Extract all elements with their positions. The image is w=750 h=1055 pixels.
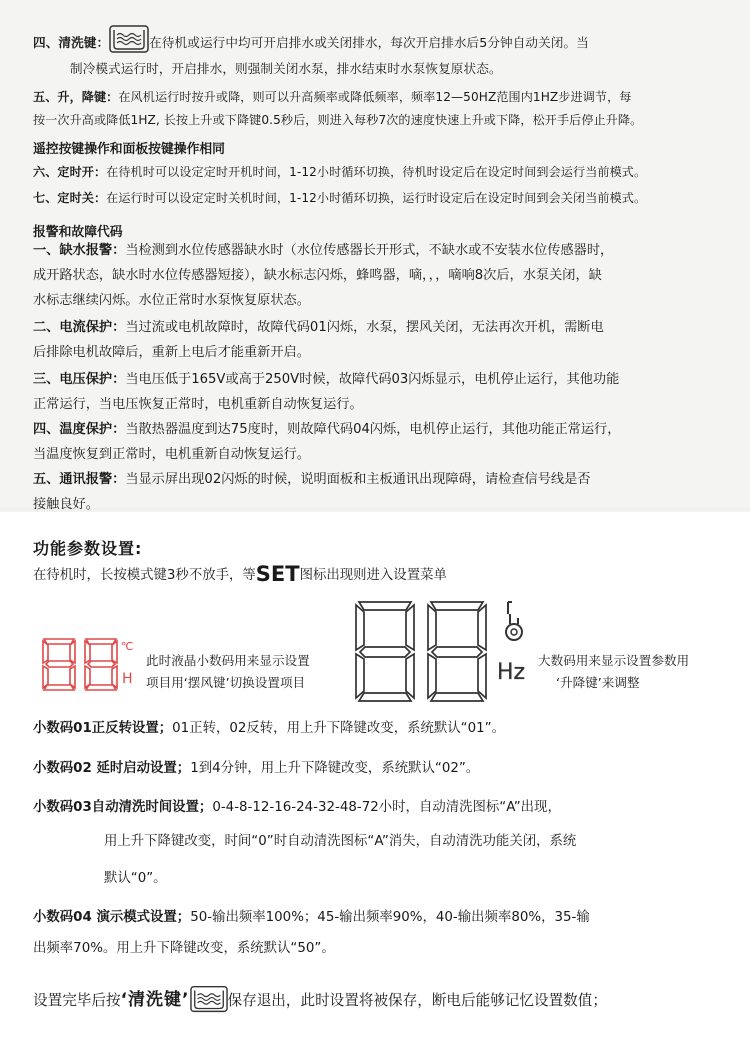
manual-page-bottom	[0, 512, 750, 1055]
big-display-note2: ‘升降键’来调整	[556, 675, 640, 690]
big-unit-hz: Hz	[497, 660, 526, 685]
small-display-note1: 此时液晶小数码用来显示设置	[146, 653, 310, 668]
wash-key-icon	[190, 984, 228, 1018]
alarm-water-line3: 水标志继续闪烁。水位正常时水泵恢复原状态。	[33, 293, 310, 308]
small-digit-1	[43, 639, 75, 690]
small-unit-celsius: ℃	[121, 640, 134, 653]
settings-intro: 在待机时，长按模式键3秒不放手，等SET图标出现则进入设置菜单	[33, 562, 447, 586]
alarm-temp-line1: 四、温度保护：当散热器温度到达75度时，则故障代码04闪烁，电机停止运行，其他功能正常运行，	[33, 422, 621, 437]
wash-key-label: ‘清洗键’	[120, 990, 190, 1010]
big-digit-display	[353, 599, 493, 705]
timer-off-line: 七、定时关：在运行时可以设定定时关机时间，1-12小时循环切换，运行时设定后在设定时间到会关闭当前模式。	[33, 191, 647, 205]
alarm-heading: 报警和故障代码	[33, 225, 123, 240]
param-04-line1: 小数码04 演示模式设置；50-输出频率100%；45-输出频率90%，40-输出频率80%，35-输	[33, 910, 590, 925]
big-digit-1	[356, 602, 414, 701]
settings-exit-line: 设置完毕后按‘清洗键’ 保存退出，此时设置将被保存，断电后能够记忆设置数值；	[33, 984, 607, 1018]
param-03-line1: 小数码03自动清洗时间设置；0-4-8-12-16-24-32-48-72小时，自动清洗图标“A”出现，	[33, 800, 561, 815]
alarm-temp-line2: 当温度恢复到正常时，电机重新自动恢复运行。	[33, 447, 310, 462]
small-unit-h: H	[122, 671, 133, 687]
key-wash-line2: 制冷模式运行时，开启排水，则强制关闭水泵，排水结束时水泵恢复原状态。	[70, 61, 502, 76]
alarm-current-line1: 二、电流保护：当过流或电机故障时，故障代码01闪烁，水泵，摆风关闭，无法再次开机，需断电	[33, 320, 604, 335]
param-03-line2: 用上升下降键改变，时间“0”时自动清洗图标“A”消失，自动清洗功能关闭，系统	[104, 834, 577, 849]
set-label: SET	[255, 562, 300, 586]
alarm-voltage-line1: 三、电压保护：当电压低于165V或高于250V时候，故障代码03闪烁显示，电机停止运行，其他功能	[33, 372, 620, 387]
param-04-line2: 出频率70%。用上升下降键改变，系统默认“50”。	[33, 941, 335, 956]
settings-title: 功能参数设置:	[33, 539, 143, 558]
key-wash-line1: 四、清洗键： 在待机或运行中均可开启排水或关闭排水，每次开启排水后5分钟自动关闭。当	[33, 24, 589, 63]
alarm-current-line2: 后排除电机故障后，重新上电后才能重新开启。	[33, 345, 310, 360]
remote-heading: 遥控按键操作和面板按键操作相同	[33, 142, 225, 157]
param-03-line3: 默认“0”。	[104, 871, 167, 886]
key-updown-line2: 按一次升高或降低1HZ, 长按上升或下降键0.5秒后，则进入每秒7次的速度快速上升或下降，松开手后停止升降。	[33, 113, 643, 127]
small-digit-2	[85, 639, 117, 690]
small-display-note2: 项目用‘摆风键’切换设置项目	[146, 675, 306, 690]
alarm-voltage-line2: 正常运行，当电压恢复正常时，电机重新自动恢复运行。	[33, 397, 363, 412]
timer-on-line: 六、定时开：在待机时可以设定定时开机时间，1-12小时循环切换，待机时设定后在设定时间到会运行当前模式。	[33, 165, 647, 179]
alarm-comm-line2: 接触良好。	[33, 497, 99, 512]
big-digit-2	[428, 602, 486, 701]
alarm-water-line2: 成开路状态，缺水时水位传感器短接），缺水标志闪烁，蜂鸣器，嘀，，，嘀响8次后，水泵关闭，缺	[33, 268, 602, 283]
param-02: 小数码02 延时启动设置；1到4分钟，用上升下降键改变，系统默认“02”。	[33, 761, 480, 776]
big-display-note1: 大数码用来显示设置参数用	[538, 653, 690, 668]
alarm-comm-line1: 五、通讯报警：当显示屏出现02闪烁的时候，说明面板和主板通讯出现障碍，请检查信号线是否	[33, 472, 591, 487]
param-01: 小数码01正反转设置；01正转，02反转，用上升下降键改变，系统默认“01”。	[33, 721, 505, 736]
key-icon	[502, 600, 526, 644]
alarm-water-line1: 一、缺水报警：当检测到水位传感器缺水时（水位传感器长开形式，不缺水或不安装水位传感器时，	[33, 243, 614, 258]
key-updown-line1: 五、升，降键：在风机运行时按升或降，则可以升高频率或降低频率，频率12—50HZ范围内1HZ步进调节，每	[33, 90, 632, 104]
